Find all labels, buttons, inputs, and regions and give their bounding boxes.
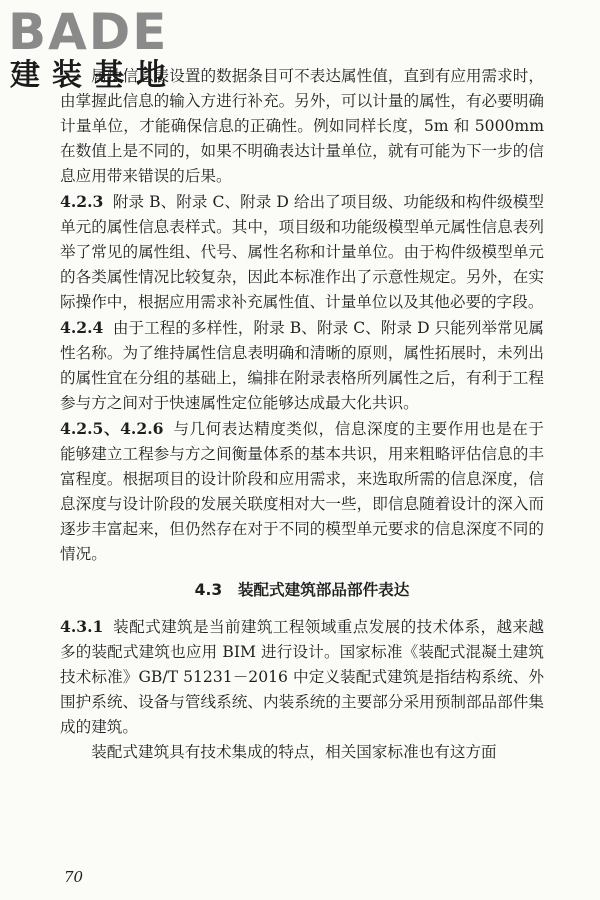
section-4-3-1 <box>60 614 544 740</box>
document-body <box>60 64 544 765</box>
section-4-2-3 <box>60 189 544 315</box>
section-number: 4.2.4 <box>60 318 104 337</box>
section-number: 4.2.3 <box>60 192 104 211</box>
last-paragraph: 装配式建筑具有技术集成的特点，相关国家标准也有这方面 <box>91 743 497 761</box>
section-number: 4.3.1 <box>60 617 104 636</box>
section-4-2-5-6 <box>60 416 544 567</box>
section-text: 装配式建筑是当前建筑工程领域重点发展的技术体系，越来越多的装配式建筑也应用 BIM 进行设计。国家标准《装配式混凝土建筑技术标准》GB/T 51231－2016 中定义装配式建筑是指结构系统、外围护系统、设备与管线系统、内装系统的主要部分采用预制部品部件集成的建筑。 <box>60 618 544 736</box>
section-number: 4.2.5、4.2.6 <box>60 419 164 438</box>
continued-paragraph: 属性信息表设置的数据条目可不表达属性值，直到有应用需求时，由掌握此信息的输入方进行补充。另外，可以计量的属性，有必要明确计量单位，才能确保信息的正确性。例如同样长度，5m 和 5000mm 在数值上是不同的，如果不明确表达计量单位，就有可能为下一步的信息应用带来错误的后果。 <box>60 67 544 185</box>
page-number: 70 <box>64 868 84 886</box>
logo-wordmark: BADE <box>8 3 169 61</box>
section-text: 与几何表达精度类似，信息深度的主要作用也是在于能够建立工程参与方之间衡量体系的基本共识，用来粗略评估信息的丰富程度。根据项目的设计阶段和应用需求，来选取所需的信息深度，信息深度与设计阶段的发展关联度相对大一些，即信息随着设计的深入而逐步丰富起来，但仍然存在对于不同的模型单元要求的信息深度不同的情况。 <box>60 420 544 563</box>
section-text: 由于工程的多样性，附录 B、附录 C、附录 D 只能列举常见属性名称。为了维持属性信息表明确和清晰的原则，属性拓展时，未列出的属性宜在分组的基础上，编排在附录表格所列属性之后，有利于工程参与方之间对于快速属性定位能够达成最大化共识。 <box>60 319 544 412</box>
section-heading-4-3: 4.3 装配式建筑部品部件表达 <box>194 581 410 599</box>
logo-subtitle: 建装基地 <box>10 58 178 93</box>
section-4-2-4 <box>60 315 544 416</box>
section-text: 附录 B、附录 C、附录 D 给出了项目级、功能级和构件级模型单元的属性信息表样式。其中，项目级和功能级模型单元属性信息表列举了常见的属性组、代号、属性名称和计量单位。由于构件级模型单元的各类属性情况比较复杂，因此本标准作出了示意性规定。另外，在实际操作中，根据应用需求补充属性值、计量单位以及其他必要的字段。 <box>60 193 544 311</box>
